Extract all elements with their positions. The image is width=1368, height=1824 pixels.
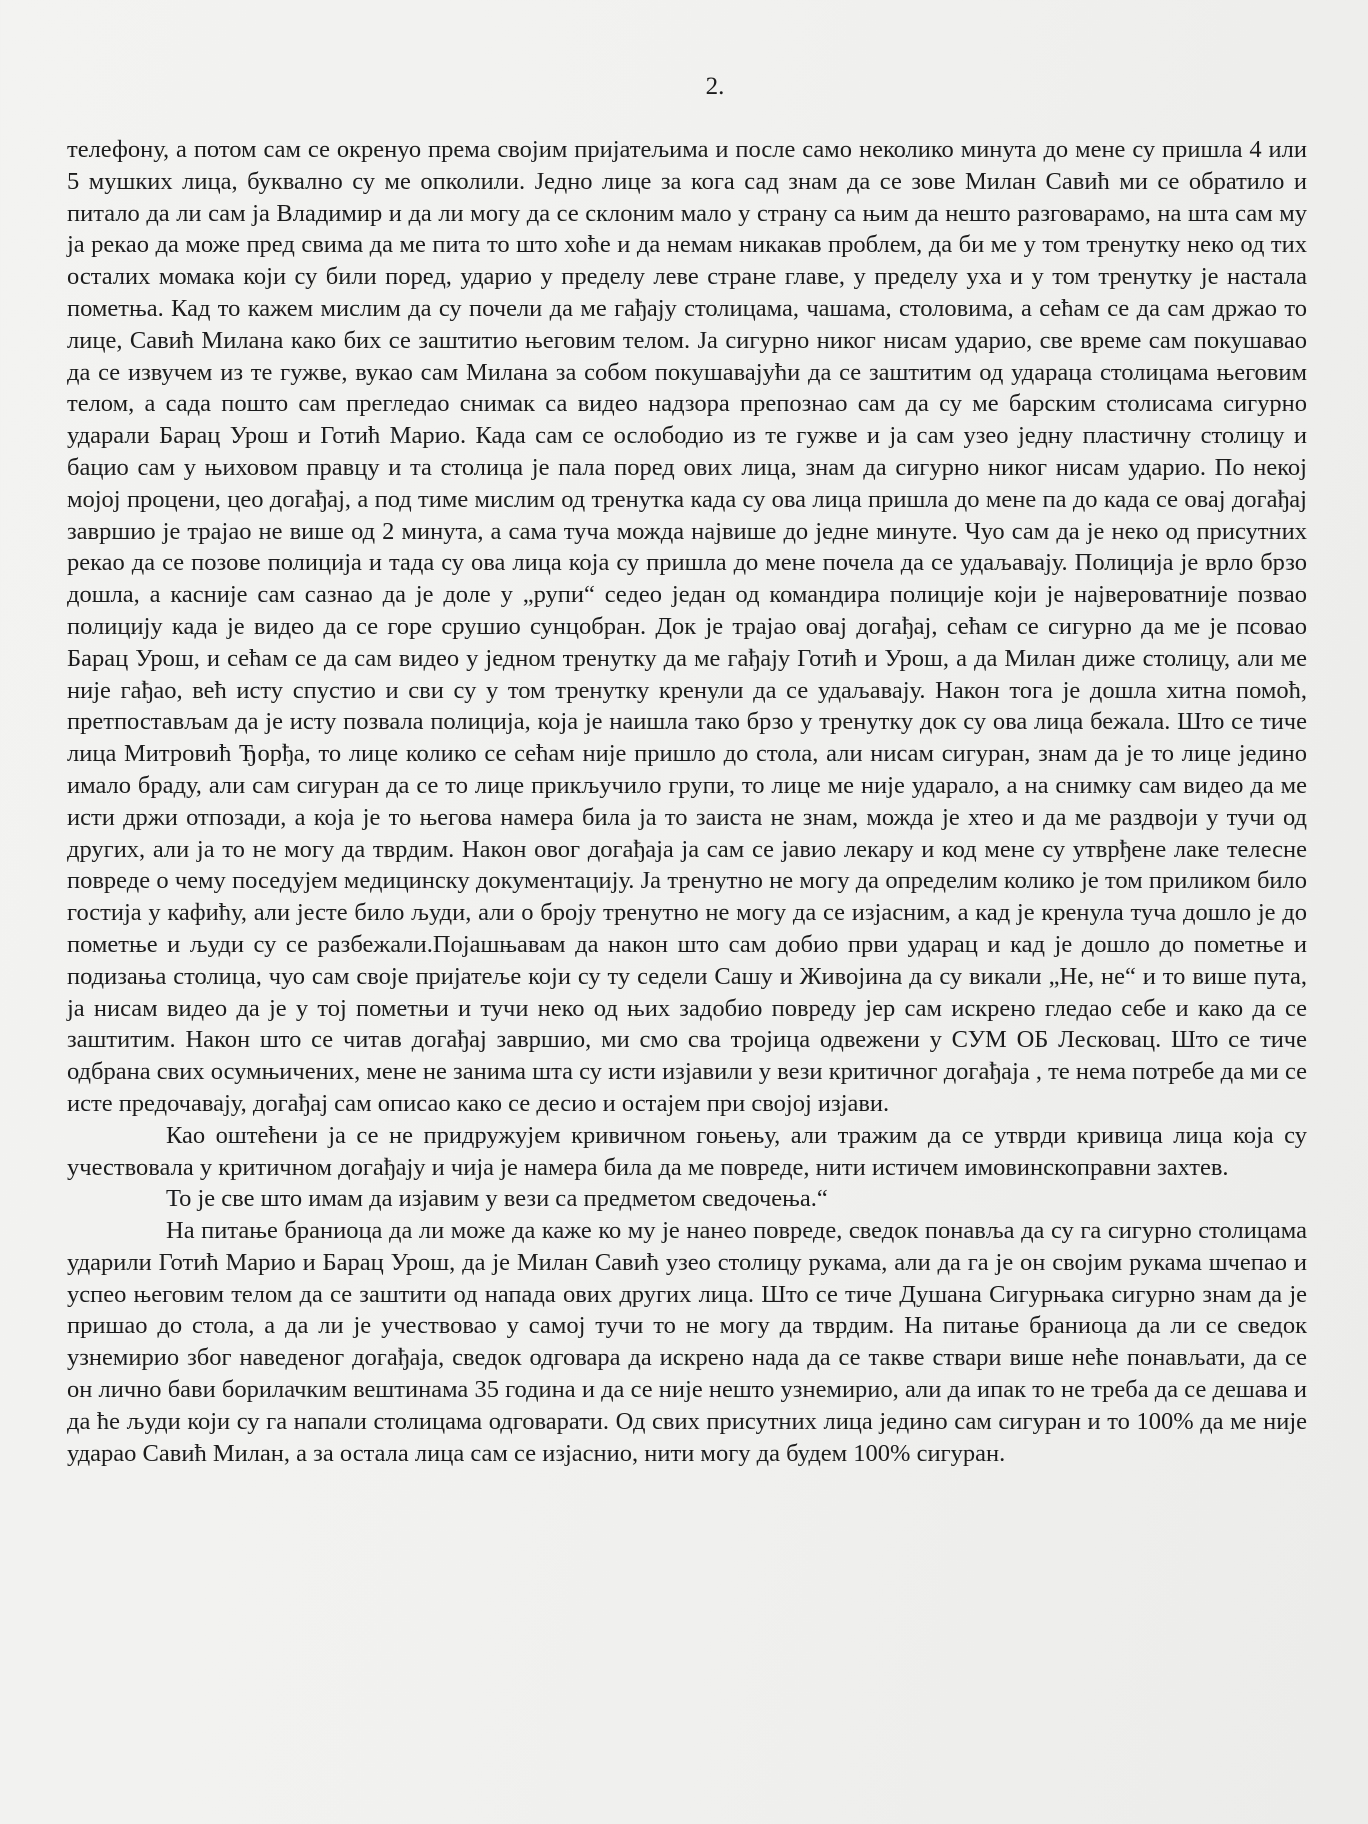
paragraph-closing-statement: То је све што имам да изјавим у вези са предметом сведочења.“ [166,1185,828,1213]
document-body [67,134,1307,1469]
paragraph-defense-questions: На питање браниоца да ли може да каже ко му је нанео повреде, сведок понавља да су га сигурно столицама ударили Готић Марио и Барац Урош, да је Милан Савић узео столицу рукама, али да га је он својим рукама шчепао и успео његовим телом да се заштити од напада ових других лица. Што се тиче Душана Сигурњака сигурно знам да је пришао до стола, а да ли је учествовао у самој тучи то не могу да тврдим. На питање браниоца да ли се сведок узнемирио због наведеног догађаја, сведок одговара да искрено нада да се такве ствари више неће понављати, да се он лично бави борилачким вештинама 35 година и да се није нешто узнемирио, али да ипак то не треба да се дешава и да ће људи који су га напали столицама одговарати. Од свих присутних лица једино сам сигуран и то 100% да ме није ударао Савић Милан, а за остала лица сам се изјаснио, нити могу да будем 100% сигуран. [67,1217,1307,1467]
paragraph-injured-party: Као оштећени ја се не придружујем кривичном гоњењу, али тражим да се утврди кривица лица која су учествовала у критичном догађају и чија је намера била да ме повреде, нити истичем имовинскоправни захтев. [67,1121,1307,1181]
page-number: 2. [705,73,725,100]
paragraph-statement: телефону, а потом сам се окренуо према својим пријатељима и после само неколико минута до мене су пришла 4 или 5 мушких лица, буквално су ме опколили. Једно лице за кога сад знам да се зове Милан Савић ми се обратило и питало да ли сам ја Владимир и да ли могу да се склоним мало у страну са њим да нешто разговарамо, на шта сам му ја рекао да може пред свима да ме пита то што хоће и да немам никакав проблем, да би ме у том тренутку неко од тих осталих момака који су били поред, ударио у пределу леве стране главе, у пределу уха и у том тренутку је настала пометња. Кад то кажем мислим да су почели да ме гађају столицама, чашама, столовима, а сећам се да сам држао то лице, Савић Милана како бих се заштитио његовим телом. Ја сигурно никог нисам ударио, све време сам покушавао да се извучем из те гужве, вукао сам Милана за собом покушавајући да се заштитим од ударaца столицама његовим телом, а сада пошто сам прегледао снимак са видео надзора препознао сам да су ме барским столисама сигурно ударали Барац Урош и Готић Марио. Када сам се ослободио из те гужве и ја сам узео једну пластичну столицу и бацио сам у њиховом правцу и та столица је пала поред ових лица, знам да сигурно никог нисам ударио. По некој мојој процени, цео догађај, а под тиме мислим од тренутка када су ова лица пришла до мене па до када се овај догађај завршио је трајао не више од 2 минута, а сама туча можда највише до једне минуте. Чуо сам да је неко од присутних рекао да се позове полиција и тада су ова лица која су пришла до мене почела да се удаљавају. Полиција је врло брзо дошла, а касније сам сазнао да је доле у „рупи“ седео један од командира полиције који је највероватније позвао полицију када је видео да се горе срушио сунцобран. Док је трајао овај догађај, сећам се сигурно да ме је псовао Барац Урош, и сећам се да сам видео у једном тренутку да ме гађају Готић и Урош, а да Милан диже столицу, али ме није гађао, већ исту спустио и сви су у том тренутку кренули да се удаљавају. Након тога је дошла хитна помоћ, претпостављам да је исту позвала полиција, која је наишла тако брзо у тренутку док су ова лица бежала. Што се тиче лица Митровић Ђорђа, то лице колико се сећам није пришло до стола, али нисам сигуран, знам да је то лице једино имало браду, али сам сигуран да се то лице прикључило групи, то лице ме није ударало, а на снимку сам видео да ме исти држи отпозади, а која је то његова намера била ја то заиста не знам, можда је хтео и да ме раздвоји у тучи од других, али ја то не могу да тврдим. Након овог догађаја ја сам се јавио лекару и код мене су утврђене лаке телесне повреде о чему поседујем медицинску документацију. Ја тренутно не могу да определим колико је том приликом било гостија у кафићу, али јесте било људи, али о броју тренутно не могу да се изјасним, а кад је кренула туча дошло је до пометње и људи су се разбежали.Појашњавам да након што сам добио први ударац и кад је дошло до пометње и подизања столица, чуо сам своје пријатеље који су ту седели Сашу и Живојина да су викали „Не, не“ и то више пута, ја нисам видео да је у тој пометњи и тучи неко од њих задобио повреду јер сам искрено гледао себе и како да се заштитим. Након што се читав догађај завршио, ми смо сва тројица одвежени у СУМ ОБ Лесковац. Што се тиче одбрана свих осумњичених, мене не занима шта су исти изјавили у вези критичног догађаја , те нема потребе да ми се исте предочавају, догађај сам описао како се десио и остајем при својој изјави. [67,136,1307,1117]
